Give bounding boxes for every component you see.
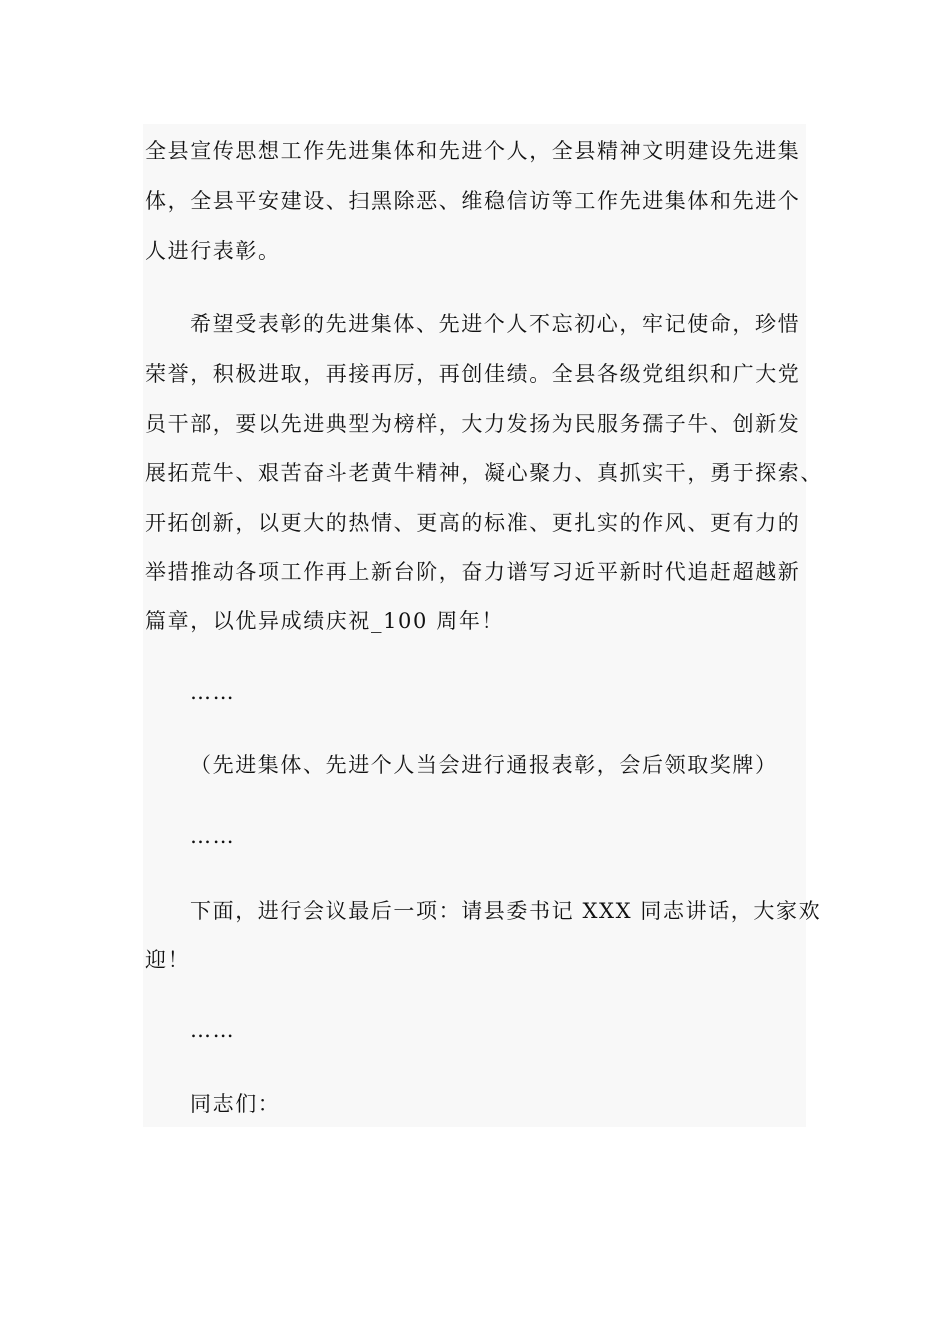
- text-line: 举措推动各项工作再上新台阶，奋力谱写习近平新时代追赶超越新: [145, 560, 801, 584]
- text-line: 展拓荒牛、艰苦奋斗老黄牛精神，凝心聚力、真抓实干，勇于探索、: [145, 461, 823, 485]
- text-line: 篇章，以优异成绩庆祝_100 周年！: [145, 609, 505, 633]
- text-line: （先进集体、先进个人当会进行通报表彰，会后领取奖牌）: [190, 753, 778, 777]
- text-line: 荣誉，积极进取，再接再厉，再创佳绩。全县各级党组织和广大党: [145, 362, 801, 386]
- ellipsis-line: ……: [190, 680, 236, 704]
- ellipsis-line: ……: [190, 1018, 236, 1042]
- text-line: 希望受表彰的先进集体、先进个人不忘初心，牢记使命，珍惜: [190, 312, 801, 336]
- text-line: 全县宣传思想工作先进集体和先进个人，全县精神文明建设先进集: [145, 139, 801, 163]
- text-line: 下面，进行会议最后一项：请县委书记 XXX 同志讲话，大家欢: [190, 899, 822, 923]
- text-line: 体，全县平安建设、扫黑除恶、维稳信访等工作先进集体和先进个: [145, 189, 801, 213]
- text-line: 迎！: [145, 948, 191, 972]
- text-line: 同志们：: [190, 1092, 281, 1116]
- text-line: 人进行表彰。: [145, 239, 281, 263]
- text-line: 员干部，要以先进典型为榜样，大力发扬为民服务孺子牛、创新发: [145, 412, 801, 436]
- text-line: 开拓创新，以更大的热情、更高的标准、更扎实的作风、更有力的: [145, 511, 801, 535]
- ellipsis-line: ……: [190, 824, 236, 848]
